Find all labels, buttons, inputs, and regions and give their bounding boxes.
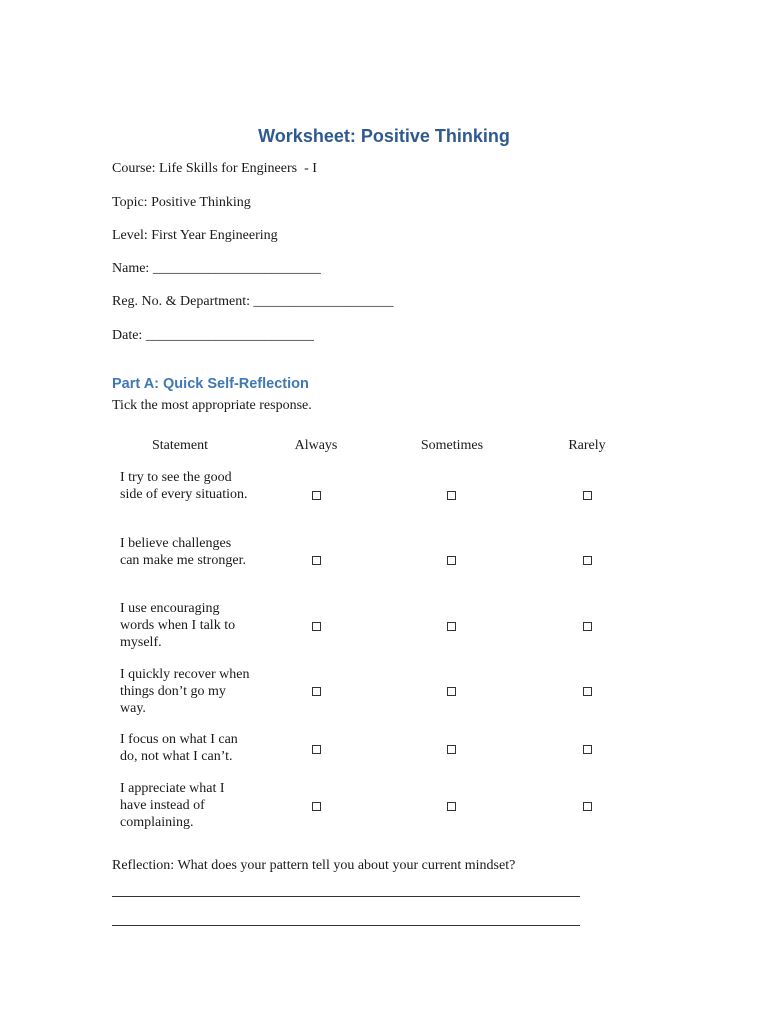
answer-line[interactable] bbox=[112, 896, 580, 897]
checkbox-always[interactable] bbox=[312, 491, 321, 500]
checkbox-always[interactable] bbox=[312, 622, 321, 631]
level-line: Level: First Year Engineering bbox=[112, 228, 278, 243]
checkbox-sometimes[interactable] bbox=[447, 802, 456, 811]
column-header-statement: Statement bbox=[152, 438, 208, 453]
statement-text: I believe challenges can make me stronger. bbox=[120, 536, 246, 568]
instruction-text: Tick the most appropriate response. bbox=[112, 398, 312, 413]
name-field[interactable]: Name: ________________________ bbox=[112, 261, 321, 276]
checkbox-sometimes[interactable] bbox=[447, 745, 456, 754]
checkbox-rarely[interactable] bbox=[583, 556, 592, 565]
checkbox-always[interactable] bbox=[312, 802, 321, 811]
checkbox-rarely[interactable] bbox=[583, 622, 592, 631]
reflection-prompt: Reflection: What does your pattern tell you about your current mindset? bbox=[112, 858, 516, 873]
answer-line[interactable] bbox=[112, 925, 580, 926]
checkbox-sometimes[interactable] bbox=[447, 622, 456, 631]
section-heading-part-a: Part A: Quick Self-Reflection bbox=[112, 376, 309, 392]
checkbox-always[interactable] bbox=[312, 687, 321, 696]
statement-text: I quickly recover when things don’t go my way. bbox=[120, 667, 250, 716]
checkbox-sometimes[interactable] bbox=[447, 556, 456, 565]
course-line: Course: Life Skills for Engineers - I bbox=[112, 161, 317, 176]
checkbox-sometimes[interactable] bbox=[447, 687, 456, 696]
checkbox-always[interactable] bbox=[312, 745, 321, 754]
statement-text: I appreciate what I have instead of complaining. bbox=[120, 781, 225, 830]
page-title: Worksheet: Positive Thinking bbox=[258, 126, 510, 146]
checkbox-always[interactable] bbox=[312, 556, 321, 565]
column-header-always: Always bbox=[294, 438, 338, 453]
checkbox-rarely[interactable] bbox=[583, 802, 592, 811]
column-header-sometimes: Sometimes bbox=[420, 438, 484, 453]
reg-department-field[interactable]: Reg. No. & Department: ____________________ bbox=[112, 294, 394, 309]
checkbox-rarely[interactable] bbox=[583, 687, 592, 696]
column-header-rarely: Rarely bbox=[568, 438, 606, 453]
checkbox-rarely[interactable] bbox=[583, 491, 592, 500]
date-field[interactable]: Date: ________________________ bbox=[112, 328, 314, 343]
statement-text: I try to see the good side of every situation. bbox=[120, 470, 248, 502]
checkbox-sometimes[interactable] bbox=[447, 491, 456, 500]
statement-text: I use encouraging words when I talk to myself. bbox=[120, 601, 236, 650]
statement-text: I focus on what I can do, not what I can’t. bbox=[120, 732, 238, 764]
checkbox-rarely[interactable] bbox=[583, 745, 592, 754]
topic-line: Topic: Positive Thinking bbox=[112, 195, 251, 210]
